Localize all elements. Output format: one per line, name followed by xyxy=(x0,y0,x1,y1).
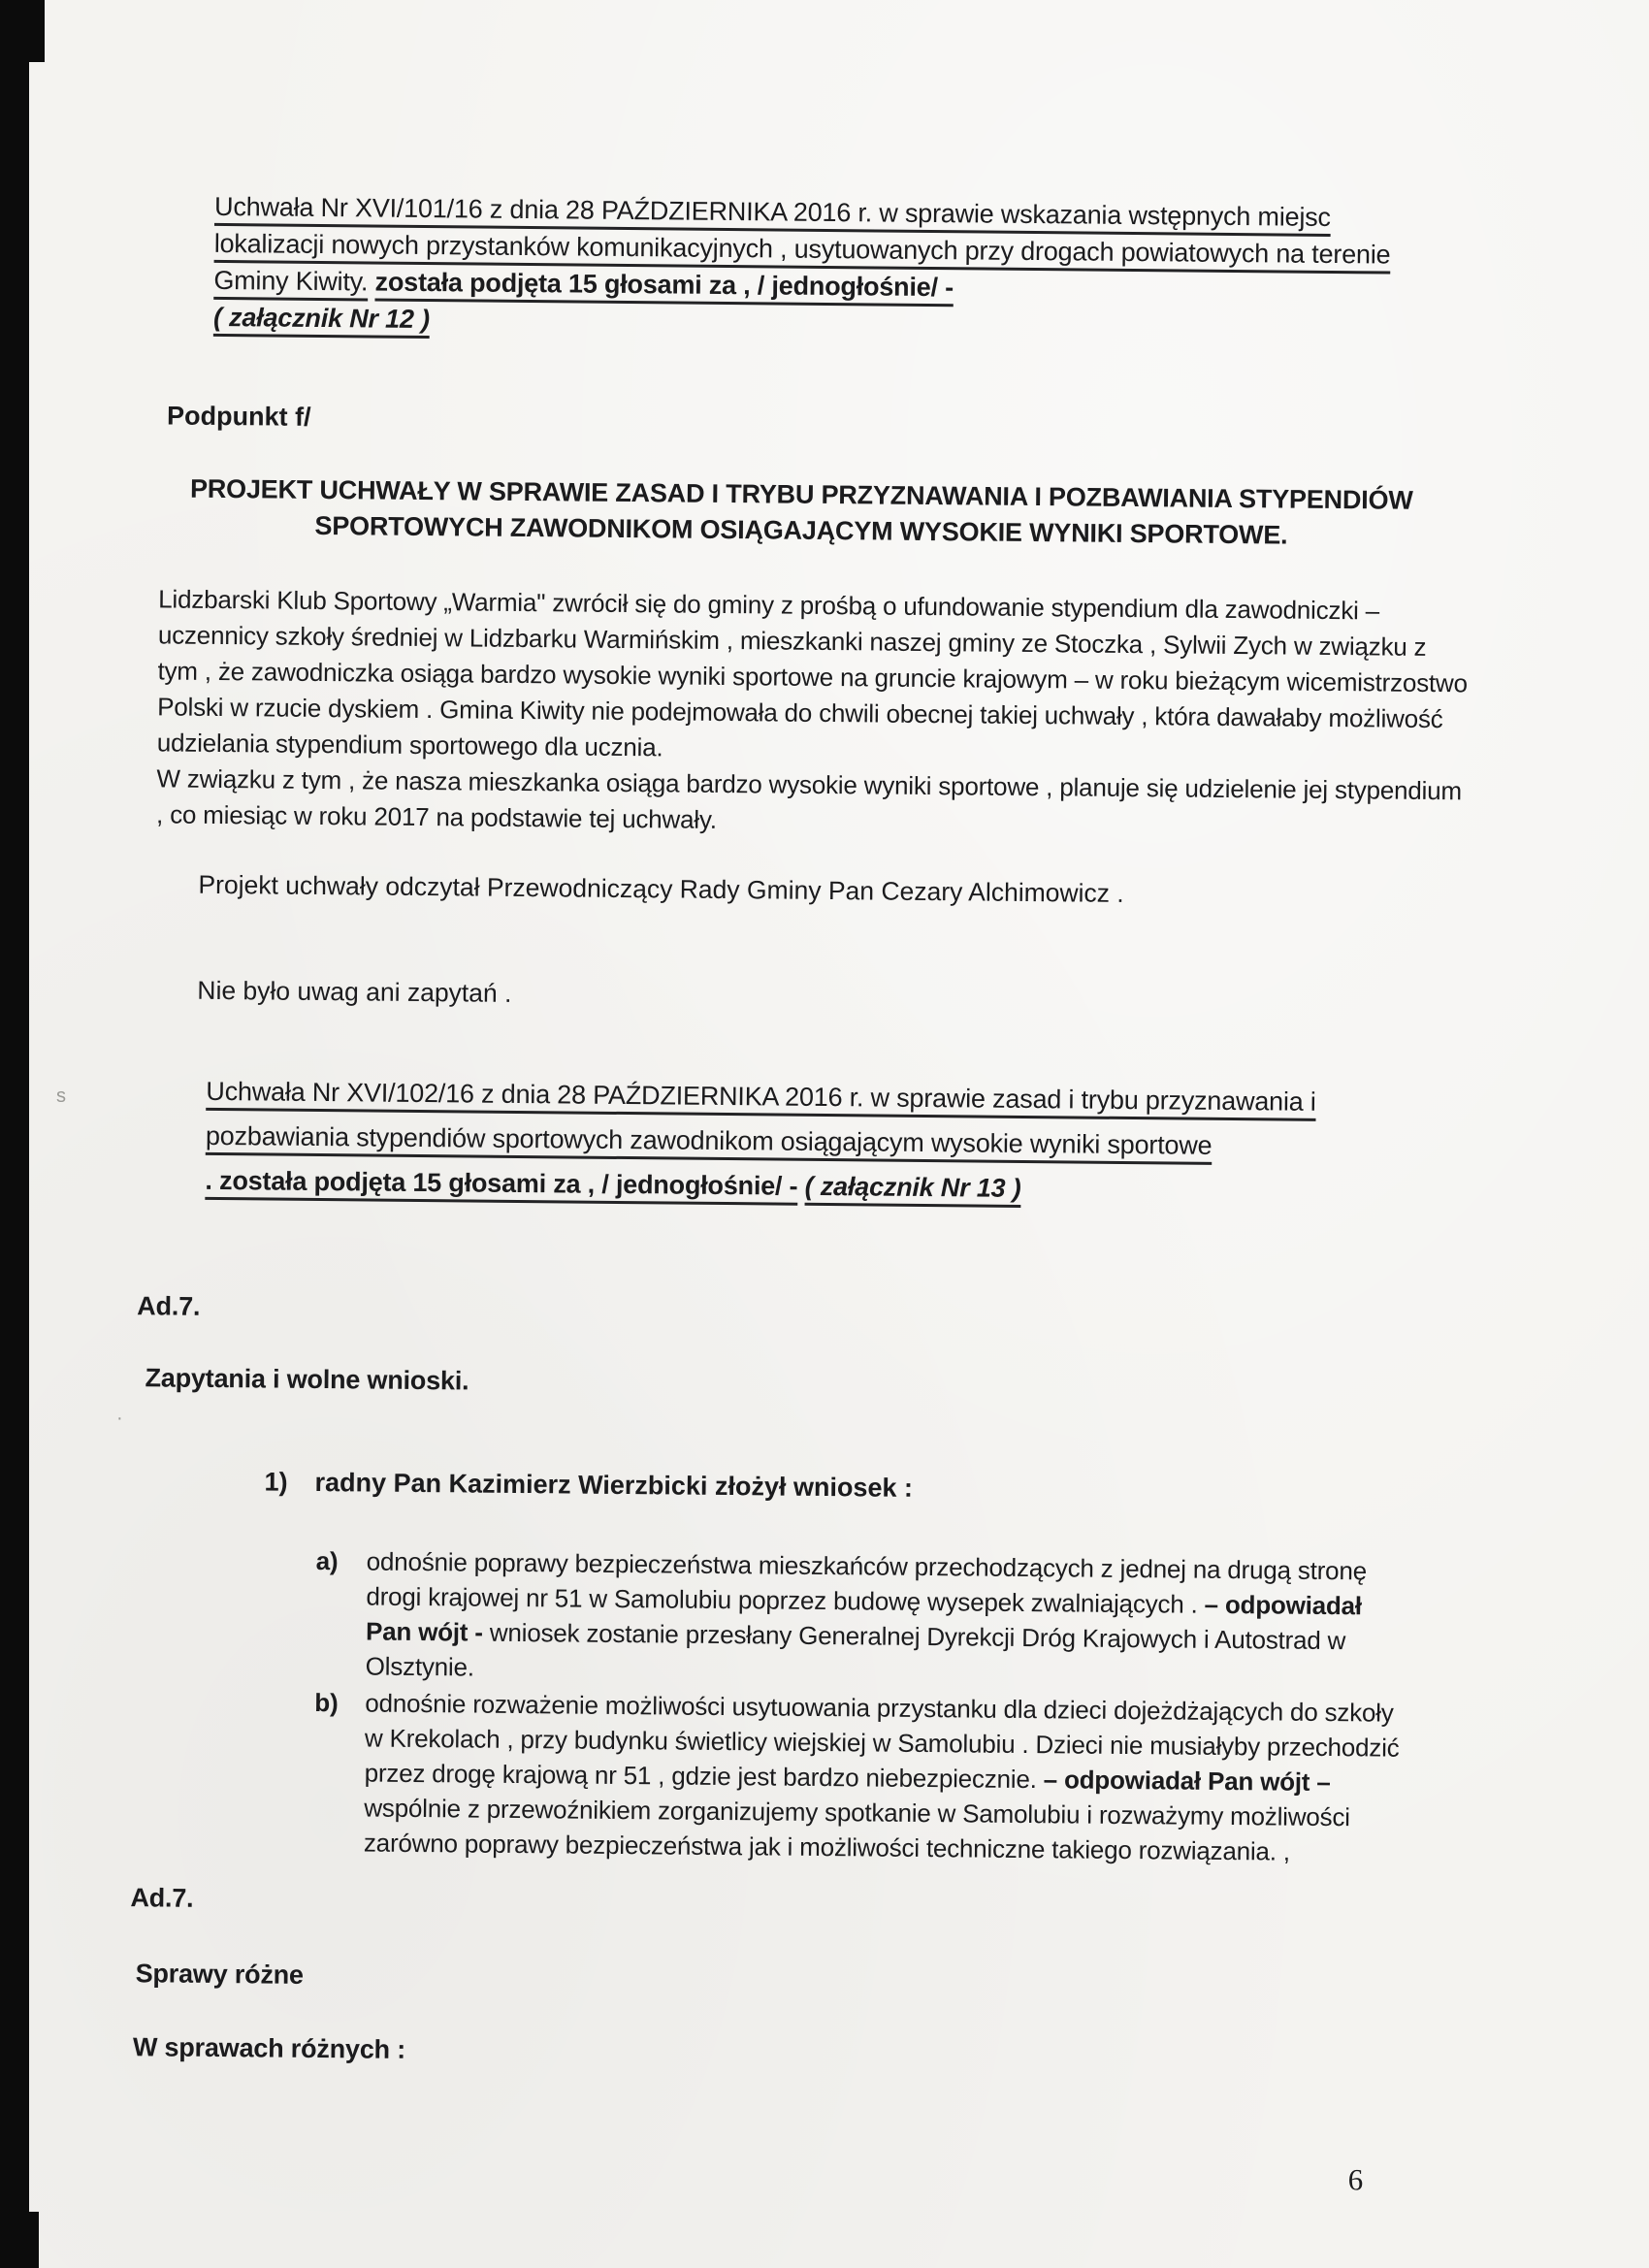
justification-paragraph-2: W związku z tym , że nasza mieszkanka osiąga bardzo wysokie wyniki sportowe , planuje się udzielenie jej stypendium , co miesiąc w roku 2017 na podstawie tej uchwały. xyxy=(155,763,1463,834)
motion-number-marker: 1) xyxy=(264,1467,288,1497)
resolution-102-block xyxy=(205,1069,1408,1215)
motion-item-a xyxy=(315,1543,1409,1694)
motion-item-b-responder: – odpowiadał Pan wójt – xyxy=(1043,1765,1331,1798)
motion-item-a-marker: a) xyxy=(315,1545,339,1576)
motion-item-a-text-before: odnośnie poprawy bezpieczeństwa mieszkańców przechodzących z jednej na drugą stronę drogi krajowej nr 51 w Samolubiu poprzez budowę wysepek zwalniających . xyxy=(366,1546,1368,1619)
motion-item-b-text xyxy=(364,1685,1408,1869)
motion-intro-line xyxy=(264,1467,913,1503)
resolution-101-vote-result: została podjęta 15 głosami za , / jednogłośnie/ - xyxy=(374,267,954,303)
resolution-102-attachment-ref: ( załącznik Nr 13 ) xyxy=(804,1171,1021,1203)
resolution-102-title: Uchwała Nr XVI/102/16 z dnia 28 PAŹDZIERNIKA 2016 r. w sprawie zasad i trybu przyznawania i pozbawiania stypendiów sportowych zawodnikom osiągającym wysokie wyniki sportowe xyxy=(205,1076,1316,1160)
motion-item-a-text xyxy=(366,1543,1409,1693)
section-questions-label: Ad.7. xyxy=(137,1291,201,1321)
justification-paragraphs xyxy=(156,581,1470,845)
section-misc-label: Ad.7. xyxy=(130,1883,194,1913)
motion-item-b-marker: b) xyxy=(314,1687,339,1718)
subpoint-label: Podpunkt f/ xyxy=(166,401,311,432)
page-number: 6 xyxy=(1347,2162,1364,2197)
section-questions-title: Zapytania i wolne wnioski. xyxy=(145,1363,469,1396)
justification-paragraph-1: Lidzbarski Klub Sportowy „Warmia" zwrócił się do gminy z prośbą o ufundowanie stypendium dla zawodniczki – uczennicy szkoły średniej w Lidzbarku Warmińskim , mieszkanki naszej gminy ze Stoczka , Sylwii Zych w związku z tym , że zawodniczka osiąga bardzo wysokie wyniki sportowe na gruncie krajowym – w roku bieżącym wicemistrzostwo Polski w rzucie dyskiem . Gmina Kiwity nie podejmowała do chwili obecnej takiej uchwały , która dawałaby możliwość udzielania stypendium sportowego dla ucznia. xyxy=(156,584,1468,762)
motion-item-a-responder: – odpowiadał Pan wójt - xyxy=(365,1589,1363,1647)
scan-speck: · xyxy=(116,1408,123,1429)
resolution-101-block xyxy=(213,188,1393,347)
draft-resolution-heading: PROJEKT UCHWAŁY W SPRAWIE ZASAD I TRYBU PRZYZNAWANIA I POZBAWIANIA STYPENDIÓW SPORTOWYCH ZAWODNIKOM OSIĄGAJĄCYM WYSOKIE WYNIKI SPORTOWE. xyxy=(189,473,1413,550)
motion-intro-text: radny Pan Kazimierz Wierzbicki złożył wniosek : xyxy=(314,1467,914,1503)
resolution-101-title: Uchwała Nr XVI/101/16 z dnia 28 PAŹDZIERNIKA 2016 r. w sprawie wskazania wstępnych miejsc lokalizacji nowych przystanków komunikacyjnych , usytuowanych przy drogach powiatowych na terenie Gminy Kiwity. xyxy=(213,191,1391,297)
motion-item-b-text-after: wspólnie z przewoźnikiem zorganizujemy spotkanie w Samolubiu i rozważymy możliwości zarówno poprawy bezpieczeństwa jak i możliwości techniczne takiego rozwiązania. , xyxy=(363,1793,1350,1866)
section-misc-subtitle: W sprawach różnych : xyxy=(132,2032,406,2064)
reading-note: Projekt uchwały odczytał Przewodniczący Rady Gminy Pan Cezary Alchimowicz . xyxy=(198,869,1124,908)
resolution-102-vote-result: . została podjęta 15 głosami za , / jednogłośnie/ - xyxy=(205,1165,798,1201)
no-remarks-note: Nie było uwag ani zapytań . xyxy=(197,975,512,1008)
motion-item-b-text-before: odnośnie rozważenie możliwości usytuowania przystanku dla dzieci dojeżdżających do szkoły w Krekolach , przy budynku świetlicy wiejskiej w Samolubiu . Dzieci nie musiałyby przechodzić przez drogę krajową nr 51 , gdzie jest bardzo niebezpiecznie. xyxy=(364,1688,1400,1795)
scan-speck: s xyxy=(56,1085,66,1107)
section-misc-title: Sprawy różne xyxy=(135,1959,304,1990)
resolution-101-attachment-ref: ( załącznik Nr 12 ) xyxy=(212,302,430,335)
motion-item-b xyxy=(313,1685,1408,1870)
motion-item-a-text-after: wniosek zostanie przesłany Generalnej Dyrekcji Dróg Krajowych i Autostrad w Olsztynie. xyxy=(365,1617,1346,1682)
